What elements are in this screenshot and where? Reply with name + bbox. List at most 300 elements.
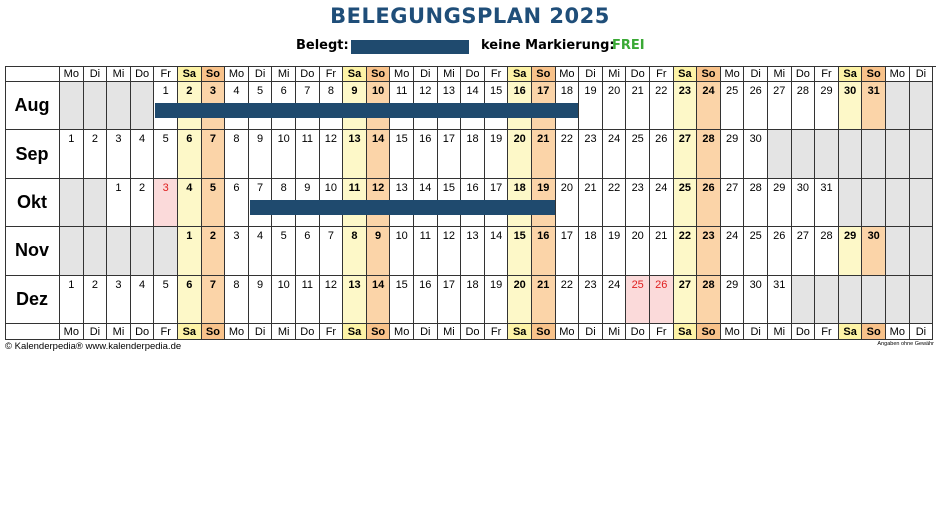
day-cell: [697, 227, 721, 275]
weekday-header-top: Do: [461, 66, 485, 82]
day-number: 29: [773, 181, 786, 194]
day-number: 27: [678, 133, 692, 146]
day-number: 1: [186, 230, 193, 243]
legend-free-value: FREI: [612, 38, 645, 53]
day-cell: [320, 227, 344, 275]
day-number: 25: [749, 230, 762, 243]
weekday-header-top: Di: [910, 66, 934, 82]
day-cell: [603, 82, 627, 130]
weekday-header-top: Mi: [272, 66, 296, 82]
weekday-header-bottom: Do: [792, 324, 816, 340]
weekday-header-top: Di: [84, 66, 108, 82]
day-number: 6: [186, 133, 193, 146]
day-number: 25: [678, 181, 692, 194]
day-cell: [556, 276, 580, 324]
day-number: 3: [115, 133, 122, 146]
empty-cell: [886, 227, 910, 275]
day-number: 25: [631, 278, 644, 291]
day-cell: [438, 276, 462, 324]
weekday-header-bottom: Fr: [650, 324, 674, 340]
weekday-header-top: Di: [579, 66, 603, 82]
day-number: 22: [655, 85, 668, 97]
day-cell: [626, 227, 650, 275]
weekday-header-top: Do: [131, 66, 155, 82]
day-cell: [249, 276, 273, 324]
day-number: 16: [419, 278, 432, 291]
day-cell: [296, 130, 320, 178]
day-cell: [626, 179, 650, 227]
day-number: 17: [489, 181, 503, 194]
day-number: 13: [442, 85, 456, 97]
day-number: 20: [607, 85, 621, 97]
day-cell: [768, 227, 792, 275]
day-number: 27: [725, 181, 739, 194]
day-cell: [320, 130, 344, 178]
day-cell: [603, 179, 627, 227]
day-number: 27: [796, 230, 810, 243]
day-number: 24: [655, 181, 668, 194]
day-number: 17: [442, 278, 456, 291]
day-number: 26: [655, 133, 668, 146]
day-cell: [603, 276, 627, 324]
day-cell: [367, 130, 391, 178]
weekday-header-top: Sa: [839, 66, 863, 82]
weekday-header-top: Mo: [886, 66, 910, 82]
day-cell: [131, 179, 155, 227]
weekday-header-top: So: [532, 66, 556, 82]
day-number: 10: [371, 85, 385, 97]
day-number: 23: [584, 278, 597, 291]
day-number: 30: [843, 85, 857, 97]
day-cell: [414, 130, 438, 178]
weekday-header-bottom: Di: [910, 324, 934, 340]
weekday-header-top: Fr: [320, 66, 344, 82]
day-cell: [815, 179, 839, 227]
weekday-header-top: Di: [249, 66, 273, 82]
day-number: 13: [466, 230, 479, 243]
day-number: 16: [513, 85, 526, 97]
day-cell: [650, 276, 674, 324]
day-number: 3: [115, 278, 122, 291]
empty-cell: [815, 276, 839, 324]
weekday-header-bottom: Sa: [839, 324, 863, 340]
weekday-header-bottom: Mo: [886, 324, 910, 340]
day-cell: [272, 227, 296, 275]
day-cell: [532, 276, 556, 324]
day-number: 4: [139, 133, 146, 146]
empty-cell: [839, 130, 863, 178]
day-cell: [296, 227, 320, 275]
day-cell: [626, 82, 650, 130]
empty-cell: [886, 276, 910, 324]
day-number: 1: [68, 278, 75, 291]
day-cell: [768, 276, 792, 324]
day-number: 31: [820, 181, 833, 194]
day-cell: [579, 130, 603, 178]
day-cell: [131, 130, 155, 178]
day-number: 2: [91, 133, 98, 146]
day-cell: [249, 130, 273, 178]
weekday-header-top: Mo: [556, 66, 580, 82]
day-number: 10: [277, 133, 290, 146]
day-number: 23: [631, 181, 644, 194]
day-cell: [107, 276, 131, 324]
day-cell: [343, 276, 367, 324]
day-number: 13: [348, 278, 361, 291]
empty-cell: [60, 179, 84, 227]
day-cell: [603, 130, 627, 178]
day-cell: [461, 276, 485, 324]
day-cell: [839, 82, 863, 130]
day-cell: [367, 276, 391, 324]
day-number: 18: [513, 181, 526, 194]
day-number: 28: [702, 278, 715, 291]
weekday-header-top: Fr: [485, 66, 509, 82]
day-number: 4: [186, 181, 193, 194]
month-label: Sep: [5, 130, 60, 178]
day-number: 18: [560, 85, 574, 97]
day-number: 28: [702, 133, 715, 146]
day-cell: [792, 82, 816, 130]
weekday-header-bottom: Fr: [485, 324, 509, 340]
day-number: 16: [466, 181, 479, 194]
day-number: 14: [371, 278, 385, 291]
day-number: 6: [304, 230, 311, 243]
legend: [0, 38, 940, 56]
weekday-header-bottom: Sa: [508, 324, 532, 340]
day-number: 12: [419, 85, 432, 97]
weekday-header-top: So: [862, 66, 886, 82]
day-number: 26: [702, 181, 715, 194]
day-cell: [697, 130, 721, 178]
day-number: 11: [301, 278, 313, 291]
empty-cell: [792, 130, 816, 178]
day-number: 9: [304, 181, 311, 194]
day-cell: [485, 130, 509, 178]
empty-cell: [154, 227, 178, 275]
day-cell: [84, 130, 108, 178]
day-number: 10: [395, 230, 408, 243]
day-number: 4: [139, 278, 146, 291]
day-number: 20: [513, 133, 526, 146]
day-cell: [202, 227, 226, 275]
day-number: 9: [375, 230, 382, 243]
day-number: 15: [395, 133, 408, 146]
day-number: 28: [749, 181, 762, 194]
day-number: 22: [560, 278, 574, 291]
day-cell: [792, 227, 816, 275]
day-cell: [768, 179, 792, 227]
empty-cell: [84, 227, 108, 275]
day-number: 18: [466, 133, 479, 146]
day-number: 17: [560, 230, 574, 243]
legend-free-label: keine Markierung:: [481, 38, 615, 53]
empty-cell: [768, 130, 792, 178]
footer-copyright: © Kalenderpedia® www.kalenderpedia.de: [5, 341, 182, 352]
weekday-header-bottom: Mi: [272, 324, 296, 340]
day-cell: [225, 276, 249, 324]
calendar-grid: [5, 66, 936, 340]
day-number: 22: [678, 230, 692, 243]
day-cell: [674, 227, 698, 275]
day-number: 24: [607, 133, 621, 146]
weekday-header-top: Sa: [178, 66, 202, 82]
day-cell: [485, 227, 509, 275]
day-number: 25: [725, 85, 739, 97]
day-number: 26: [655, 278, 668, 291]
empty-cell: [862, 179, 886, 227]
day-cell: [815, 82, 839, 130]
day-cell: [744, 130, 768, 178]
day-cell: [862, 227, 886, 275]
day-number: 8: [351, 230, 358, 243]
month-label: Dez: [5, 276, 60, 324]
day-number: 8: [233, 133, 240, 146]
day-cell: [650, 130, 674, 178]
day-number: 7: [209, 133, 216, 146]
day-cell: [84, 276, 108, 324]
weekday-header-top: Do: [626, 66, 650, 82]
day-cell: [202, 179, 226, 227]
day-number: 8: [280, 181, 287, 194]
day-cell: [650, 82, 674, 130]
weekday-header-top: Mo: [225, 66, 249, 82]
day-cell: [60, 130, 84, 178]
day-cell: [744, 179, 768, 227]
weekday-header-top: Mi: [107, 66, 131, 82]
empty-cell: [60, 227, 84, 275]
day-cell: [697, 276, 721, 324]
day-number: 31: [867, 85, 880, 97]
day-number: 7: [257, 181, 264, 194]
day-cell: [107, 179, 131, 227]
header-corner: [5, 66, 60, 82]
empty-cell: [60, 82, 84, 130]
weekday-header-bottom: Sa: [343, 324, 367, 340]
weekday-header-top: Mo: [390, 66, 414, 82]
day-cell: [650, 227, 674, 275]
empty-cell: [815, 130, 839, 178]
weekday-header-bottom: Do: [296, 324, 320, 340]
day-number: 4: [257, 230, 264, 243]
day-cell: [579, 82, 603, 130]
day-number: 19: [489, 278, 503, 291]
day-number: 26: [749, 85, 762, 97]
day-number: 15: [395, 278, 408, 291]
weekday-header-top: Do: [792, 66, 816, 82]
weekday-header-top: Sa: [343, 66, 367, 82]
day-cell: [579, 276, 603, 324]
day-cell: [626, 276, 650, 324]
day-number: 19: [607, 230, 621, 243]
day-number: 18: [584, 230, 597, 243]
day-number: 13: [395, 181, 408, 194]
day-number: 1: [162, 85, 169, 97]
weekday-header-bottom: Mi: [768, 324, 792, 340]
day-cell: [461, 130, 485, 178]
day-number: 16: [419, 133, 432, 146]
day-number: 24: [725, 230, 739, 243]
day-number: 28: [796, 85, 810, 97]
day-cell: [178, 276, 202, 324]
day-number: 20: [631, 230, 644, 243]
empty-cell: [84, 82, 108, 130]
day-number: 9: [351, 85, 358, 97]
day-number: 21: [537, 278, 550, 291]
day-number: 6: [186, 278, 193, 291]
day-cell: [556, 179, 580, 227]
day-cell: [839, 227, 863, 275]
weekday-header-bottom: Fr: [815, 324, 839, 340]
day-cell: [178, 179, 202, 227]
weekday-header-bottom: Fr: [320, 324, 344, 340]
empty-cell: [839, 276, 863, 324]
day-cell: [744, 276, 768, 324]
day-number: 2: [186, 85, 193, 97]
day-cell: [438, 130, 462, 178]
weekday-header-bottom: So: [367, 324, 391, 340]
weekday-header-bottom: Mo: [390, 324, 414, 340]
day-number: 12: [324, 278, 338, 291]
day-cell: [721, 276, 745, 324]
day-cell: [202, 130, 226, 178]
weekday-header-top: Fr: [815, 66, 839, 82]
day-number: 3: [209, 85, 216, 97]
weekday-header-bottom: Do: [131, 324, 155, 340]
weekday-header-bottom: Do: [461, 324, 485, 340]
day-number: 25: [631, 133, 644, 146]
day-number: 12: [371, 181, 385, 194]
day-number: 20: [560, 181, 574, 194]
day-cell: [154, 130, 178, 178]
empty-cell: [910, 179, 934, 227]
day-number: 21: [655, 230, 668, 243]
day-number: 4: [233, 85, 240, 97]
weekday-header-bottom: Sa: [178, 324, 202, 340]
day-number: 11: [419, 230, 431, 243]
day-cell: [792, 179, 816, 227]
day-cell: [862, 82, 886, 130]
day-cell: [390, 276, 414, 324]
empty-cell: [910, 276, 934, 324]
weekday-header-bottom: Fr: [154, 324, 178, 340]
day-cell: [60, 276, 84, 324]
day-number: 7: [304, 85, 311, 97]
day-number: 19: [537, 181, 550, 194]
day-cell: [249, 227, 273, 275]
day-number: 3: [233, 230, 240, 243]
day-cell: [508, 276, 532, 324]
day-number: 21: [631, 85, 644, 97]
day-number: 1: [68, 133, 75, 146]
day-number: 7: [327, 230, 334, 243]
day-cell: [202, 276, 226, 324]
day-number: 17: [537, 85, 550, 97]
day-cell: [178, 130, 202, 178]
day-cell: [697, 179, 721, 227]
day-number: 15: [442, 181, 456, 194]
day-number: 22: [560, 133, 574, 146]
day-cell: [343, 130, 367, 178]
booking-bar: [155, 103, 578, 118]
day-number: 14: [489, 230, 503, 243]
empty-cell: [910, 82, 934, 130]
day-cell: [178, 227, 202, 275]
day-number: 14: [371, 133, 385, 146]
month-label: Nov: [5, 227, 60, 275]
footer-disclaimer: Angaben ohne Gewähr: [877, 341, 934, 347]
weekday-header-top: So: [697, 66, 721, 82]
day-number: 24: [702, 85, 715, 97]
weekday-header-top: Fr: [650, 66, 674, 82]
day-number: 16: [537, 230, 550, 243]
day-cell: [532, 130, 556, 178]
day-cell: [674, 179, 698, 227]
day-number: 30: [749, 133, 762, 146]
day-number: 5: [280, 230, 287, 243]
header-corner: [5, 324, 60, 340]
weekday-header-bottom: Mo: [721, 324, 745, 340]
empty-cell: [862, 276, 886, 324]
day-number: 8: [327, 85, 334, 97]
month-label: Aug: [5, 82, 60, 130]
day-number: 2: [91, 278, 98, 291]
weekday-header-bottom: Do: [626, 324, 650, 340]
day-number: 21: [537, 133, 550, 146]
empty-cell: [107, 82, 131, 130]
weekday-header-top: Mi: [603, 66, 627, 82]
empty-cell: [886, 82, 910, 130]
month-label: Okt: [5, 179, 60, 227]
day-cell: [508, 130, 532, 178]
day-number: 19: [584, 85, 597, 97]
day-number: 30: [749, 278, 762, 291]
day-cell: [579, 179, 603, 227]
day-number: 15: [489, 85, 503, 97]
day-number: 8: [233, 278, 240, 291]
weekday-header-bottom: So: [202, 324, 226, 340]
weekday-header-top: Mo: [60, 66, 84, 82]
day-number: 29: [820, 85, 833, 97]
day-number: 26: [773, 230, 786, 243]
weekday-header-top: So: [202, 66, 226, 82]
day-cell: [367, 227, 391, 275]
day-number: 17: [442, 133, 456, 146]
day-number: 5: [257, 85, 264, 97]
empty-cell: [886, 179, 910, 227]
weekday-header-bottom: Mo: [225, 324, 249, 340]
weekday-header-bottom: Di: [744, 324, 768, 340]
weekday-header-top: Mi: [768, 66, 792, 82]
day-cell: [697, 82, 721, 130]
day-number: 27: [678, 278, 692, 291]
day-number: 19: [489, 133, 503, 146]
weekday-header-top: Di: [414, 66, 438, 82]
day-cell: [721, 227, 745, 275]
day-number: 3: [162, 181, 169, 194]
day-cell: [154, 276, 178, 324]
day-cell: [532, 227, 556, 275]
day-cell: [508, 227, 532, 275]
day-number: 11: [348, 181, 361, 194]
day-number: 1: [115, 181, 122, 194]
weekday-header-top: Mo: [721, 66, 745, 82]
day-cell: [674, 82, 698, 130]
day-cell: [225, 130, 249, 178]
weekday-header-bottom: Di: [414, 324, 438, 340]
day-number: 21: [584, 181, 597, 194]
day-number: 6: [280, 85, 287, 97]
